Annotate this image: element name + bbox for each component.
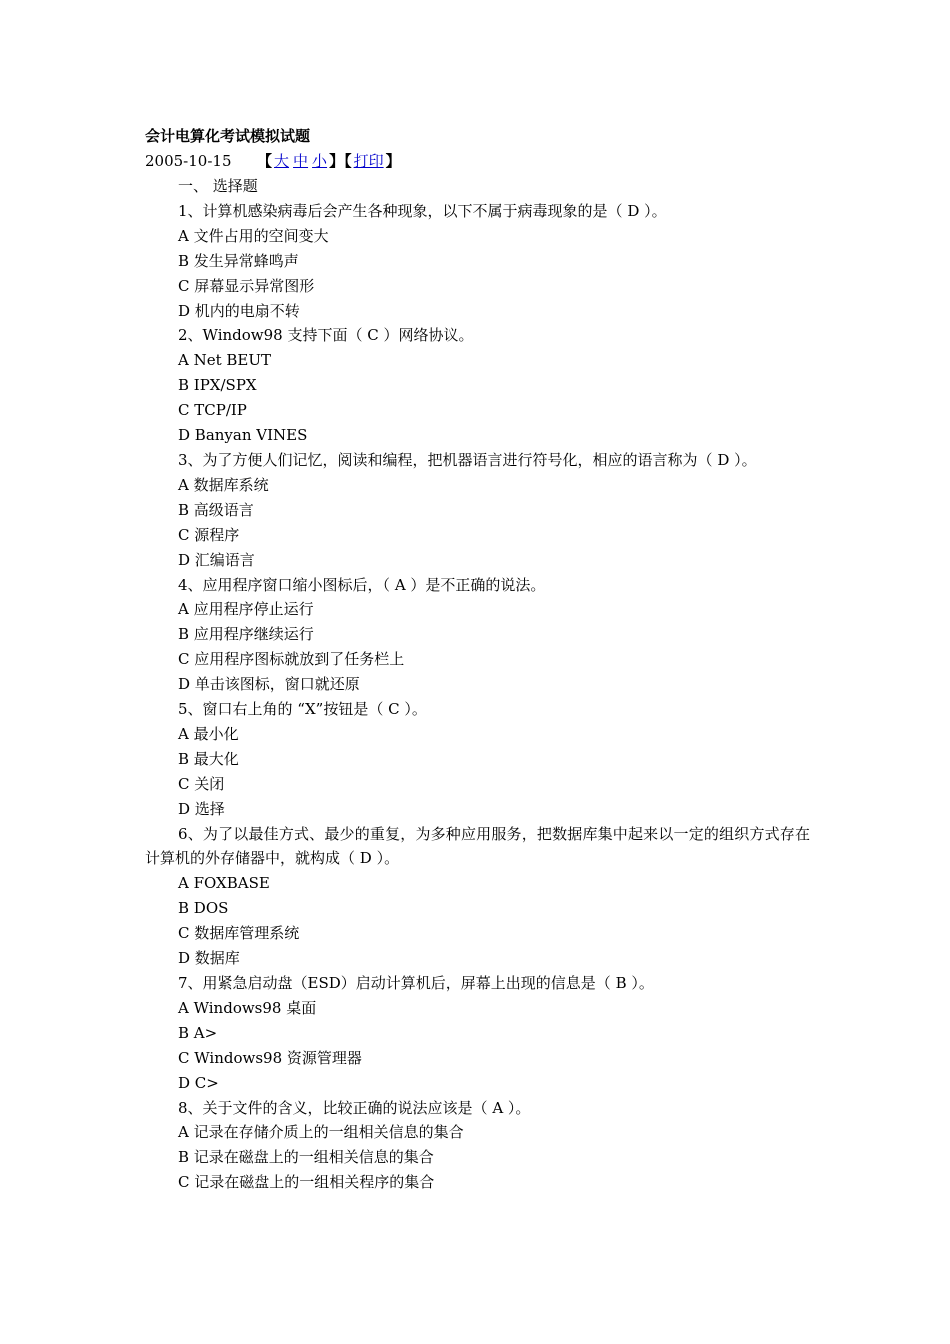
bracket-close: 】 (329, 152, 345, 170)
question-text: 6、为了以最佳方式、最少的重复，为多种应用服务，把数据库集中起来以一定的组织方式存在计算机的外存储器中，就构成（ D ）。 (145, 824, 810, 868)
bracket-open: 【 (257, 152, 273, 170)
answer-option: D 机内的电扇不转 (178, 301, 300, 320)
print-link[interactable]: 打印 (353, 152, 384, 170)
answer-option: C 源程序 (178, 525, 240, 544)
answer-option: C 屏幕显示异常图形 (178, 276, 315, 295)
answer-option: B 发生异常蜂鸣声 (178, 251, 299, 270)
answer-option: A Windows98 桌面 (178, 998, 317, 1017)
answer-option: B A> (178, 1023, 218, 1042)
question-text: 8、关于文件的含义，比较正确的说法应该是（ A ）。 (178, 1098, 531, 1117)
answer-option: B 应用程序继续运行 (178, 625, 314, 644)
answer-option: A 最小化 (178, 724, 239, 743)
answer-option: C 数据库管理系统 (178, 924, 300, 943)
question-text: 1、计算机感染病毒后会产生各种现象，以下不属于病毒现象的是（ D ）。 (178, 201, 667, 220)
bracket-close-2: 】 (385, 152, 401, 170)
answer-option: D 单击该图标，窗口就还原 (178, 675, 360, 694)
font-size-medium-link[interactable]: 中 (293, 152, 309, 170)
answer-option: B DOS (178, 899, 229, 918)
answer-option: A 文件占用的空间变大 (178, 226, 329, 245)
answer-option: A 数据库系统 (178, 475, 269, 494)
document-page (145, 124, 810, 1195)
page-title: 会计电算化考试模拟试题 (145, 127, 311, 145)
publish-date: 2005-10-15 (145, 152, 232, 170)
question-text: 4、应用程序窗口缩小图标后，（ A ）是不正确的说法。 (178, 575, 546, 594)
answer-option: D 数据库 (178, 949, 240, 968)
answer-option: D 选择 (178, 799, 225, 818)
answer-option: D Banyan VINES (178, 426, 308, 445)
answer-option: A FOXBASE (178, 874, 270, 893)
question-text: 3、为了方便人们记忆，阅读和编程，把机器语言进行符号化，相应的语言称为（ D ）。 (178, 450, 757, 469)
article-meta (145, 149, 810, 174)
question-text: 7、用紧急启动盘（ESD）启动计算机后，屏幕上出现的信息是（ B ）。 (178, 974, 654, 992)
bracket-open-2: 【 (344, 152, 352, 170)
answer-option: B 最大化 (178, 749, 239, 768)
answer-option: C Windows98 资源管理器 (178, 1048, 362, 1067)
question-text: 5、窗口右上角的 “X”按钮是（ C ）。 (178, 700, 427, 719)
answer-option: C 应用程序图标就放到了任务栏上 (178, 650, 405, 669)
question-list (145, 199, 810, 1195)
answer-option: C 关闭 (178, 774, 225, 793)
section-heading: 一、 选择题 (178, 177, 258, 195)
answer-option: A 记录在存储介质上的一组相关信息的集合 (178, 1123, 464, 1142)
answer-option: C 记录在磁盘上的一组相关程序的集合 (178, 1173, 435, 1192)
font-size-large-link[interactable]: 大 (274, 152, 290, 170)
answer-option: B 高级语言 (178, 500, 254, 519)
answer-option: A 应用程序停止运行 (178, 600, 314, 619)
answer-option: D 汇编语言 (178, 550, 255, 569)
answer-option: A Net BEUT (178, 351, 272, 370)
answer-option: C TCP/IP (178, 401, 247, 420)
font-size-small-link[interactable]: 小 (312, 152, 328, 170)
answer-option: B IPX/SPX (178, 376, 257, 395)
answer-option: D C> (178, 1073, 219, 1092)
answer-option: B 记录在磁盘上的一组相关信息的集合 (178, 1148, 434, 1167)
question-text: 2、Window98 支持下面（ C ）网络协议。 (178, 326, 474, 345)
